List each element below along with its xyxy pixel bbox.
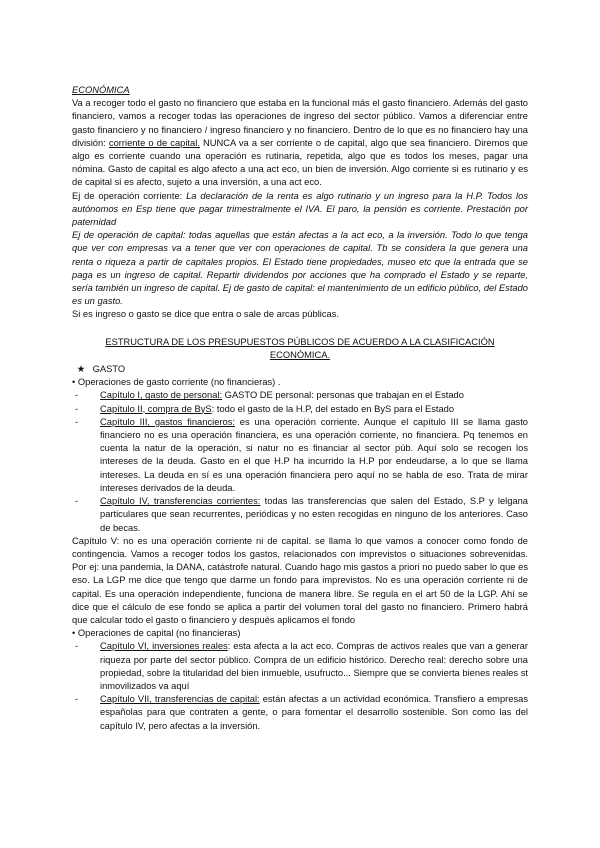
corriente-example (72, 190, 528, 230)
corrientes-title: • Operaciones de gasto corriente (no financieras) . (72, 377, 281, 388)
chapter-text: es una operación corriente. Aunque el capítulo III se llama gasto financiero no es una operación financiera, es una operación corriente, no financiera. Pq tenemos en cuenta la natur de la operación, si natur no es financiar al sector púb. Aquí solo se recogen los intereses de la deuda. Gasto en el que H.P ha incurrido la H.P por endeudarse, a lo que se llama intereses. La deuda en sí es una operación financiera pero aquí no se habla de eso. Trata de mirar intereses derivados de la deuda. (100, 416, 528, 493)
intro-text-a: Va a recoger todo el gasto no financiero que estaba en la funcional más el gasto financiero. Además del gasto financiero, vamos a recoger todas las operaciones de ingreso del sector público. Vamos a diferenciar entre gasto financiero y no financiero / ingreso financiero y no financiero. Dentro de lo que es no financiero hay una división: (72, 98, 528, 148)
capital-title: • Operaciones de capital (no financieras) (72, 628, 241, 639)
dash-marker: - (75, 694, 79, 705)
dash-marker: - (75, 496, 79, 507)
list-item (72, 495, 528, 535)
dash-marker: - (75, 641, 79, 652)
chapter-title: Capítulo VII, transferencias de capital: (100, 694, 260, 705)
chapter-text: : esta afecta a la act eco. Compras de activos reales que van a generar riqueza por parte del sector público. Compra de un edificio histórico. Derecho real: derecho sobre una propiedad, sobre la titularidad del bien inmueble, usufructo... Siempre que se convierta bienes reales st inmovilizados va aquí (100, 641, 528, 691)
corriente-example-label: Ej de operación corriente: (72, 190, 187, 201)
list-item (72, 693, 528, 733)
dash-marker: - (75, 390, 79, 401)
section-title: ECONÓMICA (72, 85, 130, 95)
chapter-title: Capítulo II, compra de ByS (100, 403, 212, 414)
gasto-label: GASTO (92, 364, 126, 375)
capital-example (72, 229, 528, 308)
chapter-title: Capítulo I, gasto de personal: (100, 390, 223, 401)
capital-example-text: : todas aquellas que están afectas a la act eco, a la inversión. Todo lo que tenga que ver con empresas va a tener que ver con operaciones de capital. Tb se considera la que genera una renta o riqueza a partir de capitales propios. El Estado tiene propiedades, museo etc que la entrada que se paga es un ingreso de capital. Repartir dividendos por acciones que ha comprado el Estado y se reparte, sería también un ingreso de capital. Ej de gasto de capital: el mantenimiento de un edificio público, del Estado es un gasto. (72, 230, 529, 307)
chapter-title: Capítulo III, gastos financieros: (100, 416, 235, 427)
document-page (72, 84, 528, 733)
chapter-title: Capítulo VI, inversiones reales (100, 641, 228, 652)
intro-paragraph (72, 97, 528, 189)
capitulo-v-paragraph: Capítulo V: no es una operación corriente ni de capital. se llama lo que vamos a conocer como fondo de contingencia. Vamos a recoger todos los gastos, relacionados con imprevistos o situaciones sobrevenidas. Por ej: una pandemia, la DANA, catástrofe natural. Cuando hago mis gastos a priori no puedo saber lo que es eso. La LGP me dice que tengo que darme un fondo para imprevistos. No es una operación corriente ni de capital. Es una operación independiente, funciona de manera libre. Se regula en el art 50 de la LGP. Ahí se dice que el cálculo de ese fondo se aplica a partir del volumen toral del gasto no financiero. Primero habrá que calcular todo el gasto o financiero y después aplicamos el fondo (72, 535, 528, 625)
list-item (72, 389, 528, 402)
chapter-text: están afectas a un actividad económica. Transfiero a empresas españolas para que contraten a gente, o para fomentar el desarrollo sostenible. Son como las del capítulo IV, pero afectas a la inversión. (100, 694, 528, 731)
corriente-example-text: La declaración de la renta es algo rutinario y un ingreso para la H.P. Todos los autónomos en Esp tiene que pagar trimestralmente el IVA. El paro, la pensión es corriente. Prestación por paternidad (72, 190, 528, 228)
list-item (72, 416, 528, 495)
ingreso-gasto-note: Si es ingreso o gasto se dice que entra o sale de arcas públicas. (72, 309, 339, 320)
gasto-heading (72, 363, 528, 376)
list-item (72, 403, 528, 416)
intro-text-b: NUNCA va a ser corriente o de capital, algo que sea financiero. Diremos que algo es corriente cuando una operación es rutinaria, repetida, algo que es todos los meses, pagar una nómina. Gasto de capital es algo afecto a una act eco, un bien de inversión. Algo corriente si es rutinario y es de capital si es afecto, sujeto a una inversión, a una act eco. (72, 137, 528, 188)
intro-underlined-term: corriente o de capital. (108, 137, 200, 148)
chapter-text: : todo el gasto de la H.P, del estado en ByS para el Estado (211, 403, 455, 414)
list-item (72, 640, 528, 693)
chapter-title: Capítulo IV, transferencias corrientes: (100, 496, 261, 507)
dash-marker: - (75, 403, 79, 414)
chapter-text: todas las transferencias que salen del Estado, S.P y lelgana particulares que sean recurrentes, periódicas y no esten recogidas en ninguno de los anteriores. Caso de becas. (100, 496, 529, 533)
capital-example-label: Ej de operación de capital (72, 230, 183, 241)
structure-heading: ESTRUCTURA DE LOS PRESUPUESTOS PÚBLICOS DE ACUERDO A LA CLASIFICACIÓN ECONÓMICA. (105, 336, 495, 360)
dash-marker: - (75, 416, 79, 427)
chapter-text: GASTO DE personal: personas que trabajan en el Estado (222, 390, 464, 401)
star-icon: ★ (76, 364, 86, 375)
corrientes-list (72, 389, 528, 534)
capital-list (72, 640, 528, 732)
